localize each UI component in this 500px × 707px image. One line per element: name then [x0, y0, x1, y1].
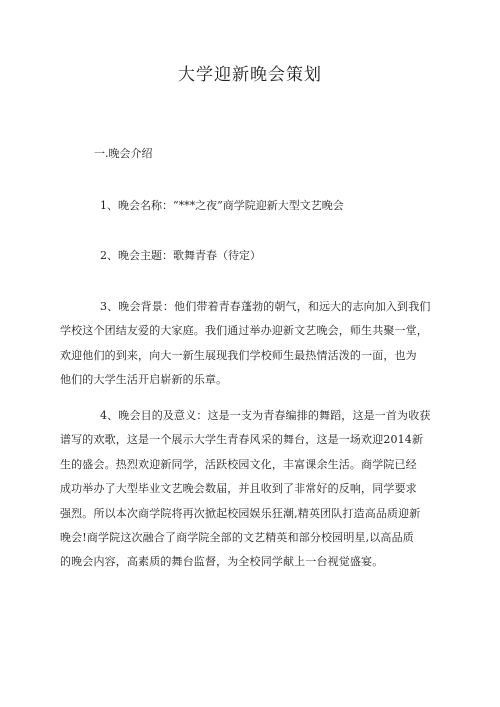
section-heading: 一.晚会介绍: [94, 147, 153, 160]
item-evening-theme: 2、晚会主题：歌舞青春（待定）: [100, 249, 261, 262]
document-title: 大学迎新晚会策划: [178, 65, 322, 85]
item-evening-name: 1、晚会名称：“***之夜”商学院迎新大型文艺晚会: [100, 199, 344, 212]
item-evening-purpose: 4、晚会目的及意义：这是一支为青春编排的舞蹈，这是一首为收获 谱写的欢歌，这是一个展示大学生青春风采的舞台，这是一场欢迎2014新 生的盛会。热烈欢迎新同学，活跃校园文化，丰富课余生活。商学院已经 成功举办了大型毕业文艺晚会数届，并且收到了非常好的反响，同学要求 强烈。所以本次商学院将再次掀起校园娱乐狂潮,精英团队打造高品质迎新 晚会!商学院这次融合了商学院全部的文艺精英和部分校园明星,以高品质 的晚会内容，高素质的舞台监督，为全校同学献上一台视觉盛宴。: [60, 409, 431, 569]
item-evening-background: 3、晚会背景：他们带着青春蓬勃的朝气，和远大的志向加入到我们 学校这个团结友爱的大家庭。我们通过举办迎新文艺晚会，师生共聚一堂， 欢迎他们的到来，向大一新生展现我们学校师生最热情活泼的一面，也为 他们的大学生活开启崭新的乐章。: [60, 300, 431, 387]
